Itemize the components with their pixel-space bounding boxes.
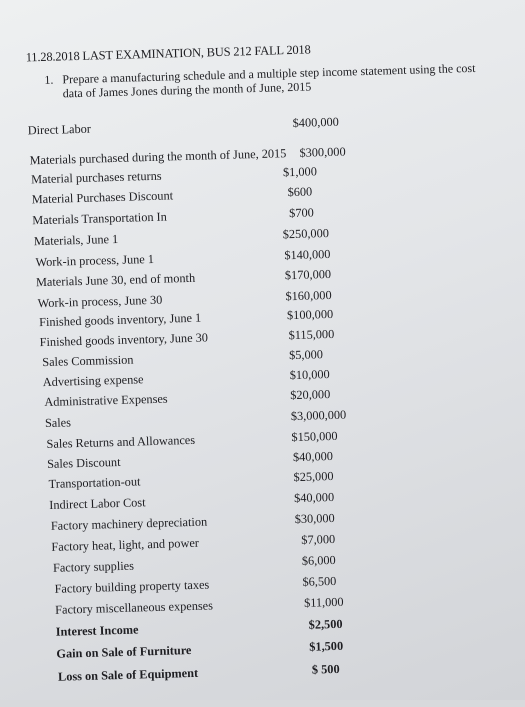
item-label: Materials purchased during the month of June, 2015 (29, 146, 287, 168)
item-label: Transportation-out (48, 474, 141, 491)
item-label: Gain on Sale of Furniture (56, 643, 192, 661)
item-amount: $5,000 (288, 347, 324, 363)
item-label: Finished goods inventory, June 1 (38, 310, 202, 330)
item-label: Factory supplies (52, 558, 135, 575)
item-amount: $ 500 (311, 661, 340, 677)
item-label: Factory machinery depreciation (50, 514, 208, 533)
item-label: Materials, June 1 (33, 231, 119, 249)
item-amount: $6,000 (301, 552, 336, 568)
item-label: Factory miscellaneous expenses (54, 598, 214, 617)
item-amount: $400,000 (292, 114, 339, 130)
item-label: Administrative Expenses (44, 391, 168, 410)
item-label: Material purchases returns (30, 168, 162, 187)
item-amount: $170,000 (284, 266, 332, 283)
item-label: Sales Commission (42, 352, 134, 370)
item-amount: $11,000 (303, 594, 344, 610)
item-label: Direct Labor (27, 121, 92, 138)
question-number: 1. (44, 72, 54, 87)
item-label: Work-in process, June 1 (35, 251, 155, 270)
item-amount: $700 (288, 205, 314, 221)
item-amount: $1,500 (309, 638, 344, 654)
item-label: Advertising expense (42, 372, 144, 390)
item-label: Material Purchases Discount (31, 188, 174, 207)
item-amount: $6,500 (302, 573, 337, 589)
item-label: Factory building property taxes (54, 577, 210, 596)
item-label: Materials June 30, end of month (35, 270, 196, 290)
exam-header: 11.28.2018 LAST EXAMINATION, BUS 212 FALL 2018 (25, 42, 311, 65)
item-amount: $25,000 (293, 468, 334, 485)
item-amount: $40,000 (292, 449, 334, 465)
item-label: Loss on Sale of Equipment (57, 665, 199, 684)
item-amount: $160,000 (285, 287, 332, 304)
item-amount: $40,000 (293, 489, 335, 506)
item-label: Sales Discount (46, 454, 121, 471)
item-amount: $3,000,000 (290, 407, 347, 424)
item-amount: $100,000 (286, 306, 334, 323)
item-label: Sales (44, 415, 72, 431)
item-amount: $20,000 (290, 387, 331, 403)
item-amount: $300,000 (299, 144, 346, 160)
item-amount: $150,000 (291, 428, 338, 445)
item-amount: $600 (287, 184, 313, 200)
item-amount: $10,000 (289, 367, 330, 383)
item-label: Work-in process, June 30 (37, 292, 163, 311)
item-amount: $2,500 (308, 616, 343, 632)
item-label: Finished goods inventory, June 30 (39, 330, 209, 350)
item-amount: $250,000 (282, 226, 330, 242)
item-amount: $30,000 (294, 510, 335, 527)
item-label: Interest Income (55, 622, 139, 639)
question-text: Prepare a manufacturing schedule and a multiple step income statement using the cost data of James Jones during the month of June, 2015 (62, 60, 476, 101)
item-label: Materials Transportation In (32, 209, 168, 228)
item-label: Sales Returns and Allowances (46, 432, 196, 451)
item-amount: $140,000 (284, 246, 331, 263)
item-amount: $1,000 (282, 164, 318, 180)
item-amount: $7,000 (301, 531, 336, 547)
item-label: Factory heat, light, and power (51, 535, 200, 554)
item-amount: $115,000 (288, 326, 335, 343)
item-label: Indirect Labor Cost (49, 495, 146, 512)
